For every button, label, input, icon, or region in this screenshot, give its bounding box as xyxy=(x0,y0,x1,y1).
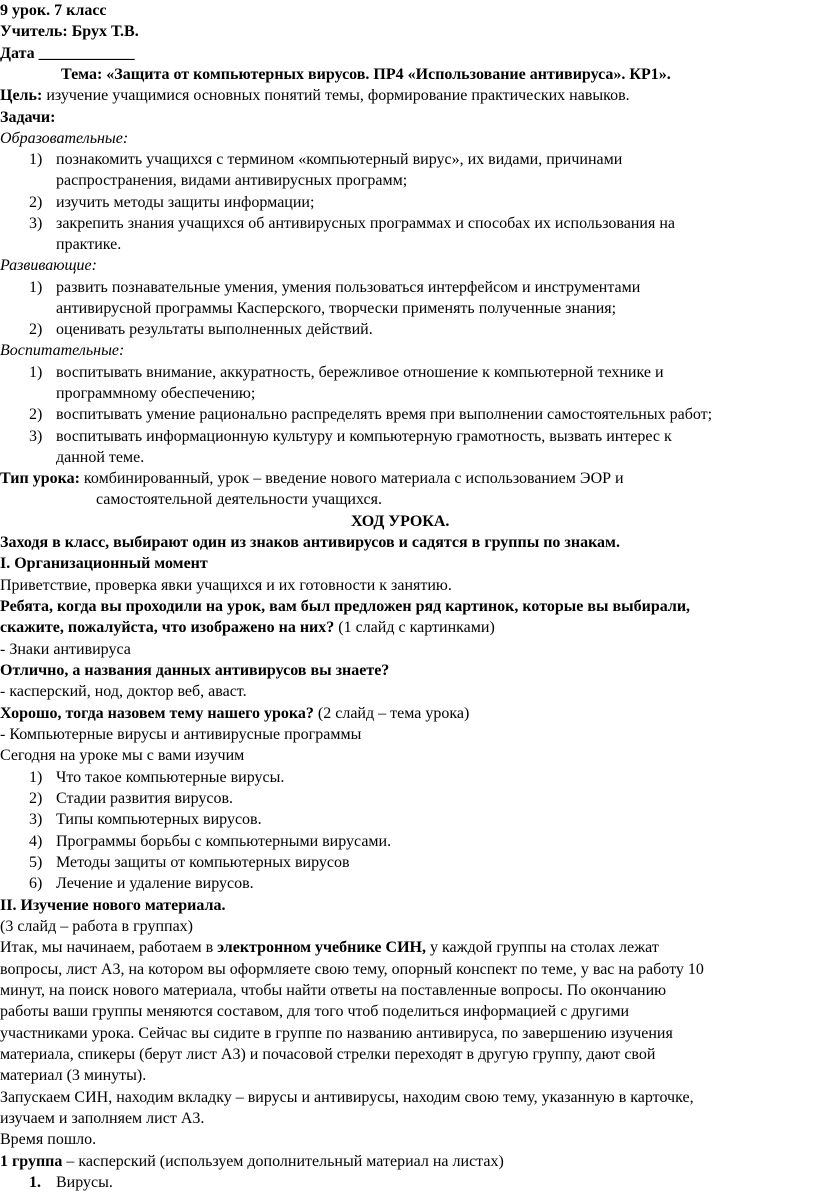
list-number: 1) xyxy=(29,364,43,381)
paragraph-1-line: минут, на поиск нового материала, чтобы найти ответы на поставленные вопросы. По окончанию xyxy=(0,982,667,999)
tasks-title: Задачи: xyxy=(0,109,56,126)
group-text: – касперский (используем дополнительный материал на листах) xyxy=(62,1153,504,1170)
lesson-type-text: комбинированный, урок – введение нового материала с использованием ЭОР и xyxy=(79,470,624,487)
answer-3: - Компьютерные вирусы и антивирусные программы xyxy=(0,726,362,743)
paragraph-2-line: изучаем и заполняем лист А3. xyxy=(0,1110,205,1127)
list-item: Что такое компьютерные вирусы. xyxy=(56,769,285,786)
list-number: 3) xyxy=(29,811,43,828)
intro-line: Заходя в класс, выбирают один из знаков антивирусов и садятся в группы по знакам. xyxy=(0,534,620,551)
list-number: 1. xyxy=(29,1174,41,1191)
list-item-continued: данной теме. xyxy=(56,449,145,466)
list-item: воспитывать информационную культуру и компьютерную грамотность, вызвать интерес к xyxy=(56,428,672,445)
list-item: Программы борьбы с компьютерными вирусами. xyxy=(56,833,392,850)
list-number: 3) xyxy=(29,215,43,232)
lesson-type-continued: самостоятельной деятельности учащихся. xyxy=(96,491,382,508)
list-item: развить познавательные умения, умения пользоваться интерфейсом и инструментами xyxy=(56,279,641,296)
list-number: 2) xyxy=(29,194,43,211)
paragraph-1-start: Итак, мы начинаем, работаем в xyxy=(0,939,218,956)
group-line xyxy=(0,1151,504,1172)
list-item: Методы защиты от компьютерных вирусов xyxy=(56,854,350,871)
list-item: закрепить знания учащихся об антивирусных программах и способах их использования на xyxy=(56,215,676,232)
time-line: Время пошло. xyxy=(0,1131,97,1148)
course-title: ХОД УРОКА. xyxy=(351,513,450,530)
question-1: Ребята, когда вы проходили на урок, вам был предложен ряд картинок, которые вы выбирали, xyxy=(0,598,691,615)
goal-label: Цель: xyxy=(0,87,43,104)
list-item: Стадии развития вирусов. xyxy=(56,790,234,807)
developing-label: Развивающие: xyxy=(0,257,97,274)
lesson-line: 9 урок. 7 класс xyxy=(0,2,107,19)
lesson-type-line xyxy=(0,468,624,489)
list-item-continued: антивирусной программы Касперского, творчески применять полученные знания; xyxy=(56,300,617,317)
question-1-continued xyxy=(0,617,495,638)
list-number: 1) xyxy=(29,151,43,168)
upbringing-label: Воспитательные: xyxy=(0,342,125,359)
group-label: 1 группа xyxy=(0,1153,63,1170)
list-item-continued: практике. xyxy=(56,236,122,253)
question-2: Отлично, а названия данных антивирусов вы знаете? xyxy=(0,662,390,679)
list-number: 6) xyxy=(29,875,43,892)
answer-1: - Знаки антивируса xyxy=(0,641,131,658)
list-item-continued: распространения, видами антивирусных программ; xyxy=(56,172,408,189)
greeting-line: Приветствие, проверка явки учащихся и их готовности к занятию. xyxy=(0,577,452,594)
slide-note: (2 слайд – тема урока) xyxy=(313,705,470,722)
question-3: Хорошо, тогда назовем тему нашего урока? xyxy=(0,705,314,722)
paragraph-1-line: материала, спикеры (берут лист А3) и почасовой стрелки переходят в другую группу, дают свой xyxy=(0,1046,656,1063)
list-number: 2) xyxy=(29,406,43,423)
list-number: 1) xyxy=(29,279,43,296)
section-2-heading: II. Изучение нового материала. xyxy=(0,897,226,914)
paragraph-1-line: участниками урока. Сейчас вы сидите в группе по названию антивируса, по завершению изучения xyxy=(0,1025,673,1042)
list-number: 4) xyxy=(29,833,43,850)
paragraph-1-end: у каждой группы на столах лежат xyxy=(425,939,659,956)
list-item: Лечение и удаление вирусов. xyxy=(56,875,254,892)
list-item: воспитывать умение рационально распределять время при выполнении самостоятельных работ; xyxy=(56,406,713,423)
question-1-bold: скажите, пожалуйста, что изображено на них? xyxy=(0,619,335,636)
paragraph-1-line: материал (3 минуты). xyxy=(0,1067,147,1084)
list-item-continued: программному обеспечению; xyxy=(56,385,256,402)
teacher-line: Учитель: Брух Т.В. xyxy=(0,23,139,40)
list-number: 5) xyxy=(29,854,43,871)
list-item: Вирусы. xyxy=(56,1174,113,1191)
educational-label: Образовательные: xyxy=(0,130,129,147)
goal-text: изучение учащимися основных понятий темы, формирование практических навыков. xyxy=(42,87,630,104)
list-number: 2) xyxy=(29,790,43,807)
answer-2: - касперский, нод, доктор веб, аваст. xyxy=(0,683,247,700)
paragraph-1-line xyxy=(0,937,659,958)
list-number: 3) xyxy=(29,428,43,445)
slide-3-note: (3 слайд – работа в группах) xyxy=(0,918,193,935)
list-item: оценивать результаты выполненных действий. xyxy=(56,321,373,338)
goal-line xyxy=(0,85,630,106)
section-1-heading: I. Организационный момент xyxy=(0,555,208,572)
question-3-line xyxy=(0,703,469,724)
list-number: 2) xyxy=(29,321,43,338)
list-item: воспитывать внимание, аккуратность, бережливое отношение к компьютерной технике и xyxy=(56,364,664,381)
paragraph-1-line: вопросы, лист А3, на котором вы оформляете свою тему, опорный конспект по теме, у вас на работу 10 xyxy=(0,961,704,978)
paragraph-2-line: Запускаем СИН, находим вкладку – вирусы и антивирусы, находим свою тему, указанную в карточке, xyxy=(0,1089,694,1106)
date-line: Дата ____________ xyxy=(0,45,135,62)
textbook-name: электронном учебнике СИН, xyxy=(217,939,426,956)
slide-note: (1 слайд с картинками) xyxy=(334,619,495,636)
today-line: Сегодня на уроке мы с вами изучим xyxy=(0,747,245,764)
paragraph-1-line: работы ваши группы меняются составом, для того чтоб поделиться информацией с другими xyxy=(0,1003,630,1020)
list-item: познакомить учащихся с термином «компьютерный вирус», их видами, причинами xyxy=(56,151,623,168)
topic-line: Тема: «Защита от компьютерных вирусов. ПР4 «Использование антивируса». КР1». xyxy=(61,66,671,83)
lesson-type-label: Тип урока: xyxy=(0,470,80,487)
list-number: 1) xyxy=(29,769,43,786)
list-item: Типы компьютерных вирусов. xyxy=(56,811,262,828)
list-item: изучить методы защиты информации; xyxy=(56,194,315,211)
